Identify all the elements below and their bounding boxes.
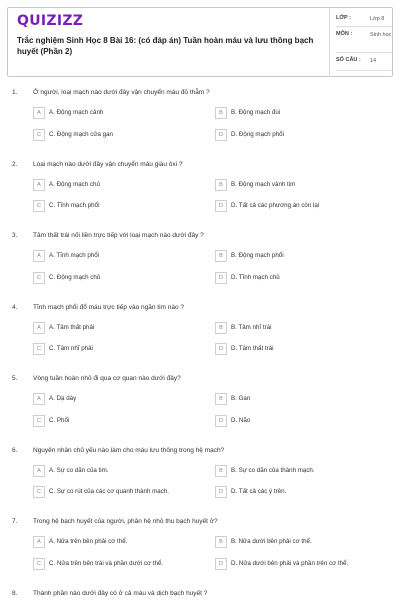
- meta-count-label: SỐ CÂU :: [336, 57, 361, 63]
- quiz-header: [7, 7, 393, 77]
- option-text: C. Động mạch cửa gan: [49, 130, 113, 138]
- answer-option-d[interactable]: [215, 200, 387, 212]
- question-number: 7.: [12, 518, 18, 525]
- question-number: 5.: [12, 375, 18, 382]
- option-text: B. Động mạch vành tim: [231, 180, 296, 188]
- answer-option-b[interactable]: [215, 322, 387, 334]
- question-number: 3.: [12, 232, 18, 239]
- option-text: D. Động mạch phổi: [231, 130, 284, 138]
- answer-option-d[interactable]: [215, 343, 387, 355]
- option-letter-box: A: [33, 250, 45, 262]
- meta-class-label: LỚP :: [336, 15, 351, 21]
- option-text: A. Động mạch chủ: [49, 180, 100, 188]
- option-text: D. Tất cả các phương án còn lại: [231, 202, 320, 209]
- option-text: A. Động mạch cảnh: [49, 109, 104, 116]
- option-letter-box: D: [215, 343, 227, 355]
- option-letter-box: D: [215, 415, 227, 427]
- option-letter-box: D: [215, 486, 227, 498]
- option-text: C. Động mạch chủ: [49, 273, 101, 281]
- meta-divider: [336, 26, 392, 27]
- option-letter-box: B: [215, 465, 227, 477]
- option-letter-box: C: [33, 343, 45, 355]
- option-letter-box: D: [215, 200, 227, 212]
- option-letter-box: A: [33, 536, 45, 548]
- meta-divider: [336, 52, 392, 53]
- answer-option-c[interactable]: [33, 558, 205, 570]
- option-text: A. Sự co dãn của tim.: [49, 466, 109, 474]
- quizizz-logo: QUIZIZZ: [17, 13, 84, 29]
- question-number: 4.: [12, 303, 18, 311]
- option-letter-box: B: [215, 250, 227, 262]
- answer-option-c[interactable]: [33, 486, 205, 498]
- question-text: Ở người, loại mạch nào dưới đây vận chuyển máu đỏ thẫm ?: [33, 89, 210, 96]
- option-letter-box: C: [33, 558, 45, 570]
- answer-option-b[interactable]: [215, 179, 387, 191]
- answer-option-d[interactable]: [215, 486, 387, 498]
- answer-option-d[interactable]: [215, 129, 387, 141]
- option-letter-box: D: [215, 129, 227, 141]
- option-letter-box: C: [33, 415, 45, 427]
- option-text: C. Tâm nhĩ phải: [49, 345, 93, 352]
- answer-option-a[interactable]: [33, 250, 205, 262]
- question-text: Thành phần nào dưới đây có ở cả máu và dịch bạch huyết ?: [33, 589, 208, 597]
- option-letter-box: B: [215, 393, 227, 405]
- answer-option-a[interactable]: [33, 465, 205, 477]
- option-letter-box: C: [33, 486, 45, 498]
- answer-option-d[interactable]: [215, 415, 387, 427]
- option-text: A. Dạ dày: [49, 395, 77, 402]
- option-text: D. Nửa dưới bên phải và phần trên cơ thể.: [231, 559, 349, 567]
- question-number: 8.: [12, 589, 18, 597]
- question-text: Nguyên nhân chủ yếu nào làm cho máu lưu thông trong hệ mạch?: [33, 446, 225, 454]
- meta-subject-value: Sinh học: [370, 32, 392, 38]
- answer-option-c[interactable]: [33, 343, 205, 355]
- option-letter-box: C: [33, 200, 45, 212]
- meta-count-value: 14: [370, 58, 377, 64]
- option-text: A. Nửa trên bên phải cơ thể.: [49, 538, 128, 545]
- option-letter-box: D: [215, 558, 227, 570]
- answer-option-c[interactable]: [33, 415, 205, 427]
- option-text: A. Tĩnh mạch phổi: [49, 252, 100, 259]
- option-text: B. Tâm nhĩ trái: [231, 323, 272, 331]
- answer-option-a[interactable]: [33, 393, 205, 405]
- meta-class-value: Lớp 8: [370, 16, 385, 22]
- option-text: C. Nửa trên bên trái và phần dưới cơ thể.: [49, 559, 164, 567]
- answer-option-d[interactable]: [215, 558, 387, 570]
- option-letter-box: A: [33, 465, 45, 477]
- option-text: B. Động mạch đùi: [231, 109, 281, 116]
- option-text: C. Sự co rút của các cơ quanh thành mạch.: [49, 488, 169, 495]
- option-text: D. Tất cả các ý trên.: [231, 488, 287, 495]
- option-letter-box: C: [33, 129, 45, 141]
- option-letter-box: B: [215, 536, 227, 548]
- answer-option-c[interactable]: [33, 272, 205, 284]
- header-divider: [329, 8, 330, 77]
- option-text: A. Tâm thất phải: [49, 323, 95, 331]
- answer-option-c[interactable]: [33, 200, 205, 212]
- option-text: B. Sự co dãn của thành mạch.: [231, 466, 315, 474]
- answer-option-b[interactable]: [215, 536, 387, 548]
- option-letter-box: C: [33, 272, 45, 284]
- option-letter-box: B: [215, 107, 227, 119]
- option-text: B. Gan: [231, 395, 251, 402]
- answer-option-a[interactable]: [33, 107, 205, 119]
- meta-subject-label: MÔN :: [336, 31, 353, 37]
- option-letter-box: B: [215, 179, 227, 191]
- option-text: D. Tâm thất trái: [231, 345, 274, 352]
- answer-option-b[interactable]: [215, 465, 387, 477]
- answer-option-a[interactable]: [33, 179, 205, 191]
- option-text: B. Động mạch phổi: [231, 252, 284, 259]
- option-text: C. Phổi: [49, 416, 70, 424]
- meta-divider: [336, 70, 392, 71]
- question-number: 6.: [12, 446, 18, 454]
- option-text: B. Nửa dưới bên phải cơ thể.: [231, 538, 312, 545]
- answer-option-b[interactable]: [215, 107, 387, 119]
- question-text: Loại mạch nào dưới đây vận chuyển máu giàu ôxi ?: [33, 160, 183, 168]
- option-text: C. Tĩnh mạch phổi: [49, 202, 100, 209]
- question-text: Tâm thất trái nối liền trực tiếp với loại mạch nào dưới đây ?: [33, 232, 204, 239]
- option-letter-box: A: [33, 322, 45, 334]
- option-letter-box: A: [33, 107, 45, 119]
- option-text: D. Tĩnh mạch chủ: [231, 273, 280, 281]
- answer-option-b[interactable]: [215, 393, 387, 405]
- option-letter-box: A: [33, 393, 45, 405]
- option-text: D. Não: [231, 416, 251, 424]
- answer-option-a[interactable]: [33, 536, 205, 548]
- option-letter-box: B: [215, 322, 227, 334]
- question-text: Trong hệ bạch huyết của người, phân hệ nhỏ thu bạch huyết ở?: [33, 518, 218, 525]
- answer-option-c[interactable]: [33, 129, 205, 141]
- question-text: Vòng tuần hoàn nhỏ đi qua cơ quan nào dưới đây?: [33, 375, 181, 382]
- answer-option-b[interactable]: [215, 250, 387, 262]
- question-text: Tĩnh mạch phổi đổ máu trực tiếp vào ngăn tim nào ?: [33, 303, 185, 311]
- question-number: 2.: [12, 160, 18, 168]
- quiz-title: Trắc nghiệm Sinh Học 8 Bài 16: (có đáp án) Tuần hoàn máu và lưu thông bạch huyết (Phần 2): [17, 36, 314, 56]
- option-letter-box: A: [33, 179, 45, 191]
- question-number: 1.: [12, 89, 18, 96]
- option-letter-box: D: [215, 272, 227, 284]
- answer-option-d[interactable]: [215, 272, 387, 284]
- answer-option-a[interactable]: [33, 322, 205, 334]
